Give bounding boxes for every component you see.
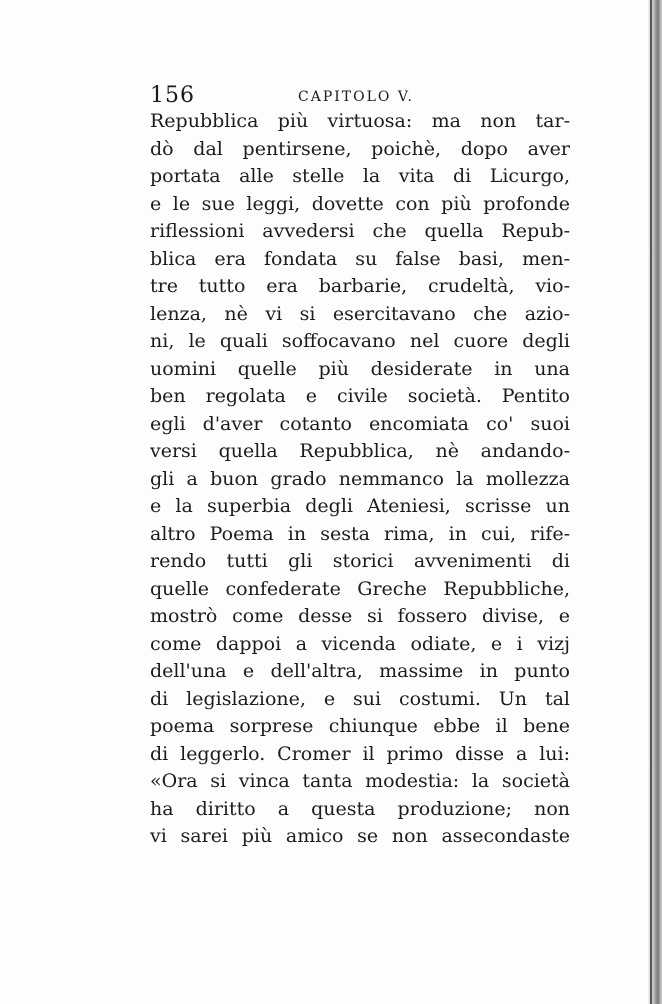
text-line: di leggerlo. Cromer il primo disse a lui:: [150, 742, 570, 765]
text-line: uomini quelle più desiderate in una: [150, 357, 570, 380]
binding-line: [650, 0, 652, 1004]
text-line: versi quella Repubblica, nè andando-: [150, 440, 570, 462]
page-number: 156: [150, 83, 195, 108]
text-line: Repubblica più virtuosa: ma non tar-: [150, 110, 570, 132]
text-line: vi sarei più amico se non assecondaste: [150, 825, 570, 847]
text-line: lenza, nè vi si esercitavano che azio-: [150, 302, 570, 325]
text-line: di legislazione, e sui costumi. Un tal: [150, 687, 570, 710]
text-line: blica era fondata su false basi, men-: [150, 247, 570, 270]
text-line: poema sorprese chiunque ebbe il bene: [150, 715, 570, 737]
text-line: rendo tutti gli storici avvenimenti di: [150, 550, 570, 572]
text-line: ben regolata e civile società. Pentito: [150, 385, 570, 407]
body-text: [150, 108, 570, 851]
text-line: e la superbia degli Ateniesi, scrisse un: [150, 495, 570, 517]
text-line: riflessioni avvedersi che quella Repub-: [150, 220, 570, 242]
text-line: tre tutto era barbarie, crudeltà, vio-: [150, 275, 570, 297]
text-line: dò dal pentirsene, poichè, dopo aver: [150, 137, 570, 160]
text-line: «Ora si vinca tanta modestia: la società: [150, 770, 570, 792]
text-line: portata alle stelle la vita di Licurgo,: [150, 165, 570, 187]
text-line: ha diritto a questa produzione; non: [150, 797, 570, 820]
text-line: mostrò come desse si fossero divise, e: [150, 605, 570, 627]
text-line: come dappoi a vicenda odiate, e i vizj: [150, 632, 570, 655]
text-line: ni, le quali soffocavano nel cuore degli: [150, 330, 570, 352]
text-line: altro Poema in sesta rima, in cui, rife-: [150, 522, 570, 545]
text-line: quelle confederate Greche Repubbliche,: [150, 577, 570, 600]
text-line: dell'una e dell'altra, massime in punto: [150, 660, 570, 682]
text-line: e le sue leggi, dovette con più profonde: [150, 192, 570, 215]
text-line: gli a buon grado nemmanco la mollezza: [150, 467, 570, 490]
running-head: CAPITOLO V.: [298, 89, 414, 105]
text-line: egli d'aver cotanto encomiata co' suoi: [150, 412, 570, 435]
